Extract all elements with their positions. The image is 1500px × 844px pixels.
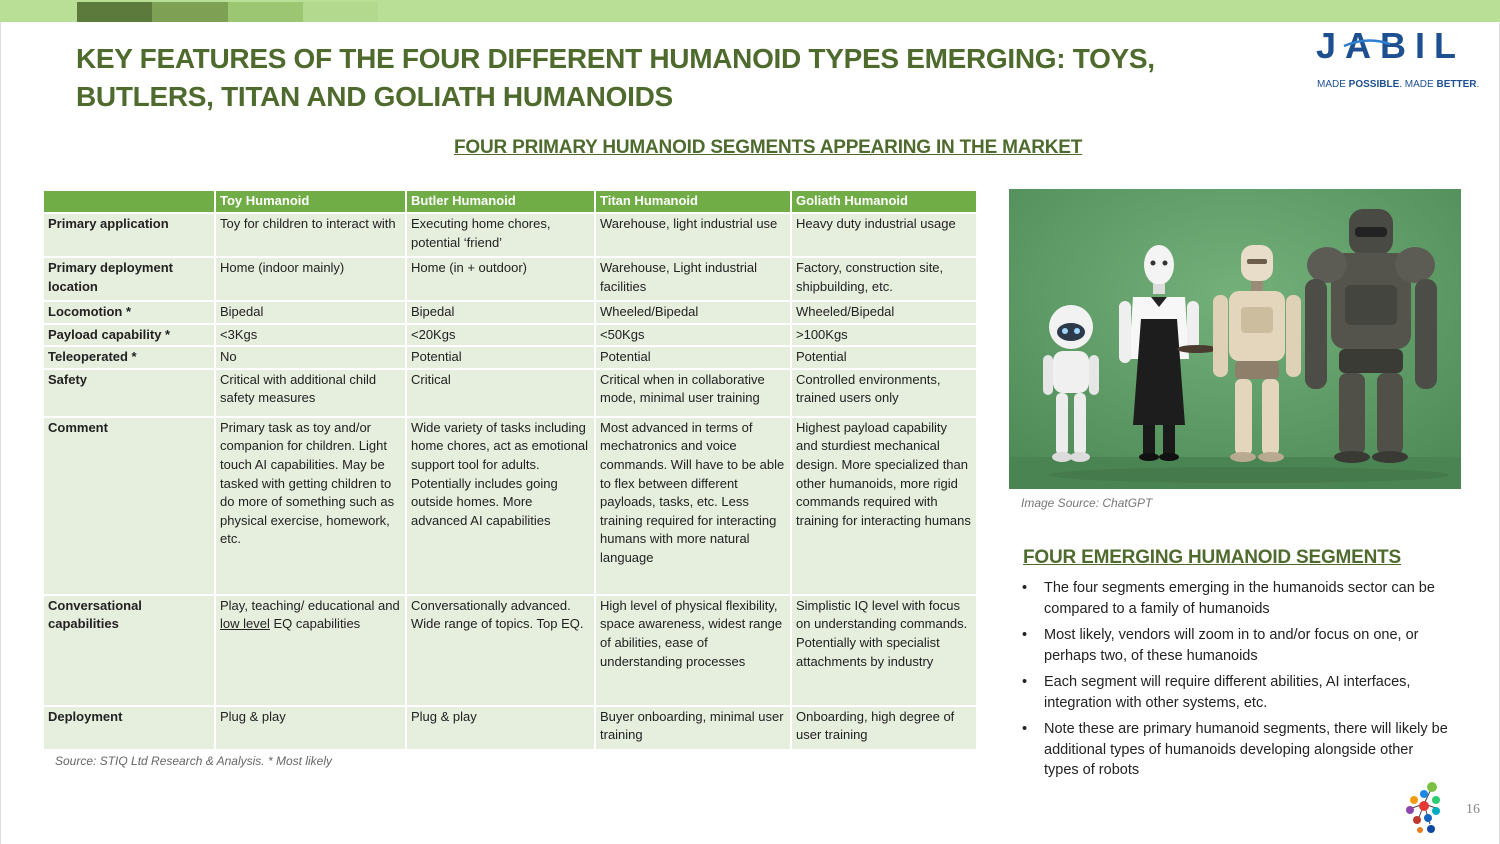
- row-label: Primary deployment location: [43, 257, 215, 301]
- conv-toy-underlined: low level: [220, 616, 270, 632]
- table-cell: Warehouse, light industrial use: [595, 213, 791, 257]
- table-cell: Critical: [406, 369, 595, 417]
- table-cell: Critical when in collaborative mode, minimal user training: [595, 369, 791, 417]
- logo-swoosh-icon: [1342, 38, 1392, 48]
- table-cell: Buyer onboarding, minimal user training: [595, 706, 791, 750]
- logo-tagline: MADE POSSIBLE. MADE BETTER.: [1317, 79, 1480, 90]
- slide-frame-left: [0, 22, 1, 844]
- table-cell: >100Kgs: [791, 324, 977, 347]
- header-titan-humanoid: Titan Humanoid: [595, 190, 791, 213]
- humanoid-family-illustration: [1009, 189, 1461, 489]
- top-bar-segment-4: [303, 2, 378, 22]
- row-label: Payload capability *: [43, 324, 215, 347]
- table-cell: Critical with additional child safety measures: [215, 369, 406, 417]
- header-butler-humanoid: Butler Humanoid: [406, 190, 595, 213]
- jabil-logo: [1316, 25, 1484, 94]
- table-source-note: Source: STIQ Ltd Research & Analysis. * Most likely: [55, 754, 332, 768]
- table-cell: Bipedal: [215, 301, 406, 324]
- table-cell: Toy for children to interact with: [215, 213, 406, 257]
- table-row: [43, 346, 977, 369]
- conv-toy-text: Play, teaching/ educational and: [220, 597, 400, 613]
- header-goliath-humanoid: Goliath Humanoid: [791, 190, 977, 213]
- table-cell: Plug & play: [406, 706, 595, 750]
- header-toy-humanoid: Toy Humanoid: [215, 190, 406, 213]
- list-item: • Note these are primary humanoid segments, there will likely be additional types of humanoids developing alongside other types of robots: [1020, 719, 1450, 781]
- table-cell: Wheeled/Bipedal: [791, 301, 977, 324]
- table-cell: Potential: [406, 346, 595, 369]
- list-item: • The four segments emerging in the humanoids sector can be compared to a family of humanoids: [1020, 578, 1450, 619]
- table-cell: Controlled environments, trained users only: [791, 369, 977, 417]
- table-cell: <3Kgs: [215, 324, 406, 347]
- table-cell: No: [215, 346, 406, 369]
- list-item: • Most likely, vendors will zoom in to and/or focus on one, or perhaps two, of these humanoids: [1020, 625, 1450, 666]
- table-cell: Home (indoor mainly): [215, 257, 406, 301]
- row-label: Safety: [43, 369, 215, 417]
- header-corner: [43, 190, 215, 213]
- table-cell: Simplistic IQ level with focus on understanding commands. Potentially with specialist attachments by industry: [791, 595, 977, 706]
- segments-section-title: FOUR EMERGING HUMANOID SEGMENTS: [1023, 547, 1402, 568]
- row-label: Conversational capabilities: [43, 595, 215, 706]
- table-row: [43, 213, 977, 257]
- table-cell: Factory, construction site, shipbuilding, etc.: [791, 257, 977, 301]
- table-cell: Conversationally advanced. Wide range of topics. Top EQ.: [406, 595, 595, 706]
- humanoid-family-image: [1009, 189, 1461, 489]
- table-cell: Highest payload capability and sturdiest mechanical design. More specialized than other humanoids, more rigid commands required with training for interacting humans: [791, 417, 977, 595]
- top-color-bar: [0, 0, 1500, 22]
- table-cell: Onboarding, high degree of user training: [791, 706, 977, 750]
- table-cell: Bipedal: [406, 301, 595, 324]
- table-cell: Warehouse, Light industrial facilities: [595, 257, 791, 301]
- row-label: Primary application: [43, 213, 215, 257]
- table-header-row: [43, 190, 977, 213]
- top-bar-segment-3: [228, 2, 303, 22]
- segments-bullet-list: [1020, 578, 1450, 787]
- top-bar-segment-1: [77, 2, 152, 22]
- table-row: [43, 417, 977, 595]
- page-number: 16: [1466, 802, 1480, 817]
- logo-wordmark: JABIL: [1316, 25, 1466, 66]
- table-cell: Home (in + outdoor): [406, 257, 595, 301]
- row-label: Locomotion *: [43, 301, 215, 324]
- row-label: Teleoperated *: [43, 346, 215, 369]
- table-cell: <20Kgs: [406, 324, 595, 347]
- table-cell: Most advanced in terms of mechatronics and voice commands. Will have to be able to flex between different payloads, tasks, etc. Less training required for interacting humans with more natural language: [595, 417, 791, 595]
- table-cell: Heavy duty industrial usage: [791, 213, 977, 257]
- table-cell: Potential: [595, 346, 791, 369]
- table-row: [43, 595, 977, 706]
- table-section-title: FOUR PRIMARY HUMANOID SEGMENTS APPEARING IN THE MARKET: [454, 137, 1083, 158]
- humanoid-features-table: [42, 189, 978, 751]
- conv-toy-tail: EQ capabilities: [269, 616, 361, 632]
- table-row: [43, 706, 977, 750]
- table-cell: Executing home chores, potential ‘friend’: [406, 213, 595, 257]
- table-cell: Potential: [791, 346, 977, 369]
- table-cell: Primary task as toy and/or companion for children. Light touch AI capabilities. May be tasked with getting children to do more of something such as physical exercise, homework, etc.: [215, 417, 406, 595]
- table-cell: Wide variety of tasks including home chores, act as emotional support tool for adults. Potentially includes going outside homes. More advanced AI capabilities: [406, 417, 595, 595]
- table-row: [43, 301, 977, 324]
- table-cell: Wheeled/Bipedal: [595, 301, 791, 324]
- table-cell: Plug & play: [215, 706, 406, 750]
- table-cell: High level of physical flexibility, space awareness, widest range of abilities, ease of understanding processes: [595, 595, 791, 706]
- image-source-note: Image Source: ChatGPT: [1021, 496, 1153, 510]
- table-row: [43, 257, 977, 301]
- row-label: Comment: [43, 417, 215, 595]
- list-item: • Each segment will require different abilities, AI interfaces, integration with other systems, etc.: [1020, 672, 1450, 713]
- table-cell: <50Kgs: [595, 324, 791, 347]
- table-row: [43, 324, 977, 347]
- top-bar-segment-2: [152, 2, 228, 22]
- stiq-dots-logo-icon: [1404, 780, 1444, 836]
- table-cell: [215, 595, 406, 706]
- slide-title: KEY FEATURES OF THE FOUR DIFFERENT HUMANOID TYPES EMERGING: TOYS, BUTLERS, TITAN AND GOLIATH HUMANOIDS: [76, 43, 1155, 112]
- row-label: Deployment: [43, 706, 215, 750]
- table-row: [43, 369, 977, 417]
